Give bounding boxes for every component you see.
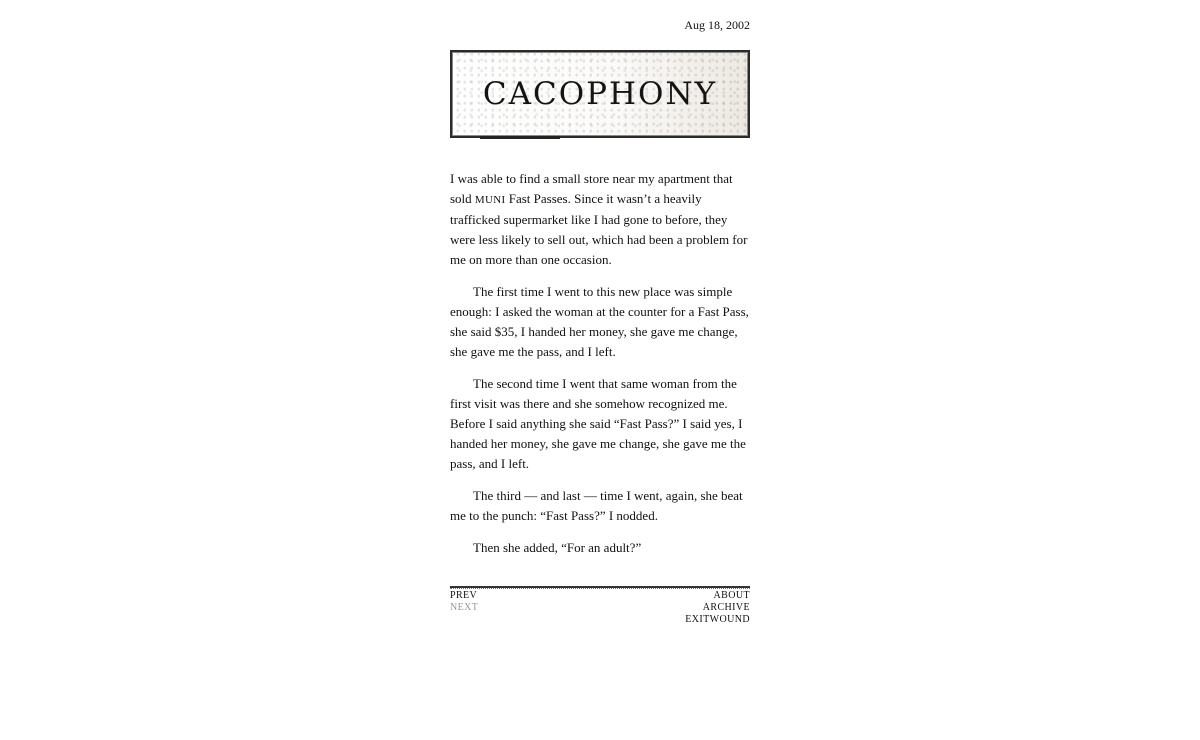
muni-abbreviation: MUNI — [474, 194, 506, 206]
logo-text: CACOPHONY — [482, 76, 718, 112]
site-logo[interactable] — [450, 50, 750, 138]
next-link-disabled: NEXT — [450, 602, 479, 613]
post-date: Aug 18, 2002 — [684, 18, 750, 32]
paragraph-5: Then she added, “For an adult?” — [473, 540, 642, 555]
article-body — [450, 169, 750, 570]
about-link[interactable]: ABOUT — [713, 590, 750, 601]
footer-divider — [450, 586, 750, 589]
footer-nav-left — [450, 590, 478, 614]
exitwound-link[interactable]: EXITWOUND — [685, 614, 750, 625]
footer-nav-right — [685, 590, 750, 626]
paragraph-2: The first time I went to this new place was simple enough: I asked the woman at the counter for a Fast Pass, she said $35, I handed her money, she gave me change, she gave me the pass, and I left. — [450, 284, 749, 359]
paragraph-1-end: Fast Passes. Since it wasn’t a heavily trafficked supermarket like I had gone to before, they were less likely to sell out, which had been a problem for me on more than one occasion. — [450, 191, 748, 267]
paragraph-1-start: I was able to find a small store near my apartment that sold — [450, 171, 733, 206]
paragraph-1 — [450, 169, 750, 270]
paragraph-4: The third — and last — time I went, again, she beat me to the punch: “Fast Pass?” I nodded. — [450, 488, 743, 523]
archive-link[interactable]: ARCHIVE — [702, 602, 750, 613]
paragraph-3: The second time I went that same woman from the first visit was there and she somehow recognized me. Before I said anything she said “Fast Pass?” I said yes, I handed her money, she gave me change, she gave me the pass, and I left. — [450, 376, 746, 471]
prev-link[interactable]: PREV — [450, 590, 478, 601]
